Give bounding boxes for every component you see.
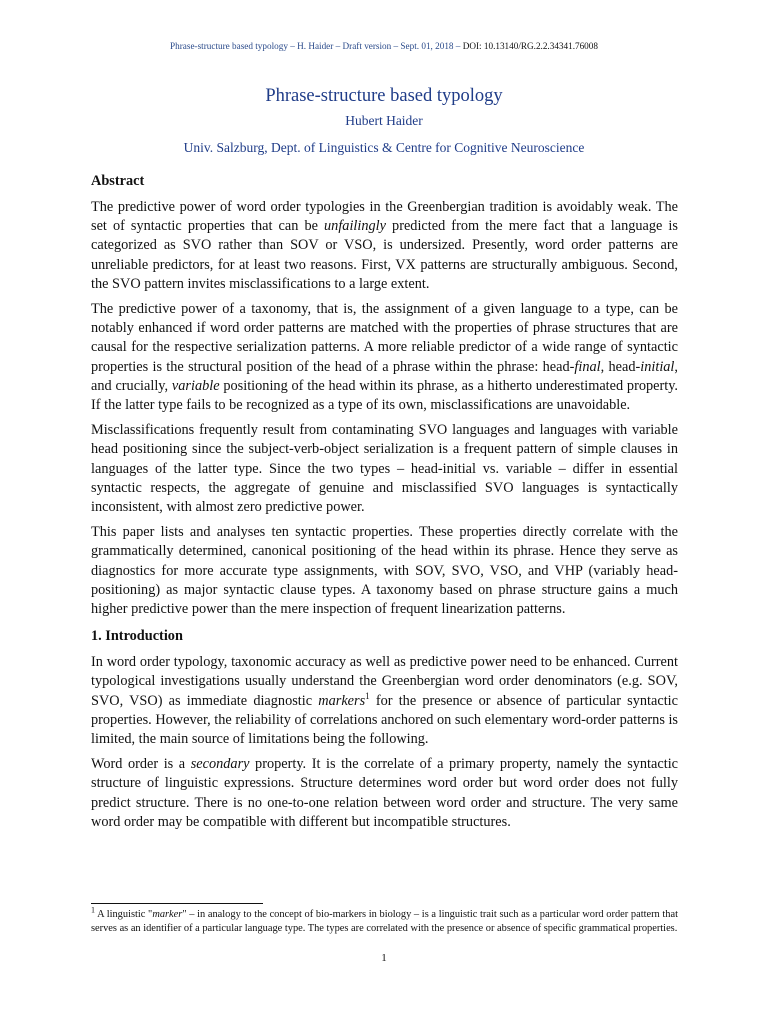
running-header-text: Phrase-structure based typology – H. Haider – Draft version – Sept. 01, 2018 – <box>170 41 463 51</box>
footnote-ref: 1 <box>365 690 370 701</box>
intro-paragraph-1: In word order typology, taxonomic accuracy as well as predictive power need to be enhanced. Current typological investigations usually understand the Greenbergian word order denominators (e.g. SOV, SVO, VSO) as immediate diagnostic markers$^1$ for the presence or absence of particular syntactic properties. However, the reliability of correlations anchored on such elementary word-order patterns is limited, the main source of limitations being the following. <box>91 654 678 748</box>
footnote: $^1$ A linguistic "marker" – in analogy to the concept of bio-markers in biology – is a linguistic trait such as a particular word order pattern that serves as an identifier of a particular language type. The types are correlated with the presence or absence of specific grammatical properties. <box>91 905 679 934</box>
doi-text: DOI: 10.13140/RG.2.2.34341.76008 <box>462 41 598 51</box>
introduction-heading: 1. Introduction <box>91 628 183 645</box>
page-number: 1 <box>381 952 387 964</box>
abstract-paragraph-3: Misclassifications frequently result from contaminating SVO languages and languages with variable head positioning since the subject-verb-object serialization is a frequent pattern of simple clauses in languages of the latter type. Since the two types – head-initial vs. variable – differ in essential syntactic respects, the aggregate of genuine and misclassified SVO languages is syntactically inconsistent, with almost zero predictive power. <box>91 422 678 516</box>
author-name: Hubert Haider <box>345 113 423 128</box>
intro-paragraph-2: Word order is a secondary property. It is the correlate of a primary property, namely the syntactic structure of linguistic expressions. Structure determines word order but word order does not fully predict structure. There is no one-to-one relation between word order and structure. The very same word order may be compatible with different but incompatible structures. <box>91 756 679 830</box>
footnote-divider <box>91 903 263 904</box>
abstract-paragraph-4: This paper lists and analyses ten syntactic properties. These properties directly correlate with the grammatically determined, canonical positioning of the head within its phrase. Hence they serve as diagnostics for more accurate type assignments, with SOV, SVO, VSO, and VHP (variably head-positioning) as major syntactic clause types. A taxonomy based on phrase structure gains a much higher predictive power than the mere inspection of frequent linearization patterns. <box>91 524 678 618</box>
abstract-paragraph-2: The predictive power of a taxonomy, that is, the assignment of a given language to a type, can be notably enhanced if word order patterns are matched with the properties of phrase structures that are causal for the respective serialization patterns. A more reliable predictor of a wide range of syntactic properties is the structural position of the head of a phrase within the phrase: head-final, head-initial, and crucially, variable positioning of the head within its phrase, as a hitherto underestimated property. If the latter type fails to be recognized as a type of its own, misclassifications are unavoidable. <box>91 301 679 414</box>
footnote-number: 1 <box>91 905 95 915</box>
affiliation: Univ. Salzburg, Dept. of Linguistics & Centre for Cognitive Neuroscience <box>183 140 585 155</box>
body-text <box>91 172 678 838</box>
abstract-heading: Abstract <box>91 173 145 189</box>
paper-title: Phrase-structure based typology <box>265 86 503 106</box>
running-header <box>0 41 768 51</box>
abstract-paragraph-1: The predictive power of word order typologies in the Greenbergian tradition is avoidably weak. The set of syntactic properties that can be unfailingly predicted from the mere fact that a language is categorized as SVO rather than SOV or VSO, is undersized. Presently, word order patterns are unreliable predictors, for at least two reasons. First, VX patterns are structurally ambiguous. Second, the SVO pattern invites misclassifications to a large extent. <box>91 199 678 292</box>
